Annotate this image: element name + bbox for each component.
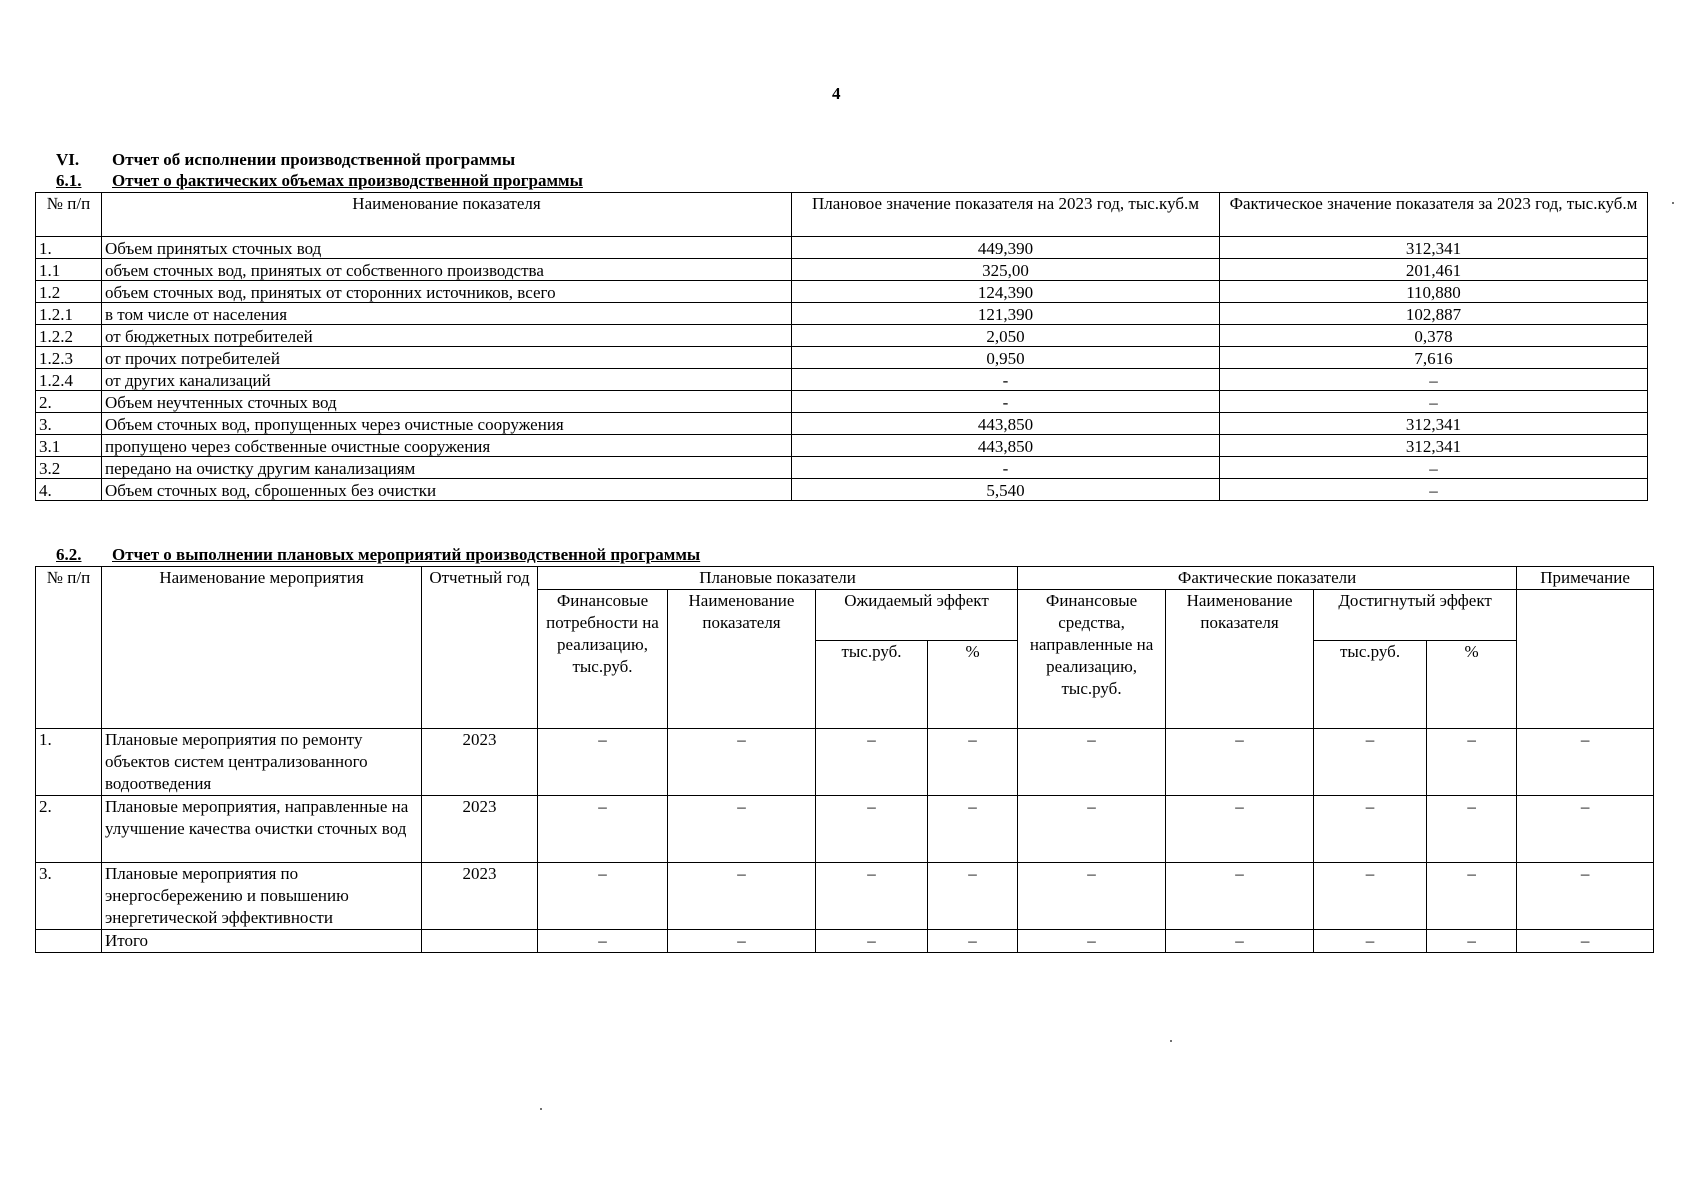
table-row	[36, 457, 1648, 479]
row-num: 3.	[36, 413, 102, 435]
header-plan-group: Плановые показатели	[538, 567, 1018, 590]
row-plan: -	[792, 369, 1220, 391]
row-cell: –	[1517, 729, 1654, 796]
row-fact: –	[1220, 369, 1648, 391]
table-row	[36, 863, 1654, 930]
row-cell: –	[816, 729, 928, 796]
row-cell: –	[1018, 796, 1166, 863]
row-num: 1.2.1	[36, 303, 102, 325]
page-number: 4	[832, 84, 841, 103]
table-header-row	[36, 193, 1648, 237]
row-name: передано на очистку другим канализациям	[102, 457, 792, 479]
header-plan: Плановое значение показателя на 2023 год, тыс.куб.м	[792, 193, 1220, 237]
row-plan: -	[792, 457, 1220, 479]
row-name: объем сточных вод, принятых от сторонних источников, всего	[102, 281, 792, 303]
row-cell: –	[538, 930, 668, 953]
row-num: 1.2.3	[36, 347, 102, 369]
table-row	[36, 369, 1648, 391]
row-name: Итого	[102, 930, 422, 953]
row-cell: –	[1314, 863, 1427, 930]
subsection-heading-1	[56, 171, 756, 191]
row-num: 1.1	[36, 259, 102, 281]
table-row	[36, 435, 1648, 457]
row-plan: 449,390	[792, 237, 1220, 259]
row-cell: –	[1166, 729, 1314, 796]
row-year: 2023	[422, 796, 538, 863]
subsection-title: Отчет о выполнении плановых мероприятий производственной программы	[112, 545, 701, 564]
scan-speck	[540, 1108, 542, 1110]
row-cell: –	[816, 796, 928, 863]
table-row	[36, 281, 1648, 303]
subsection-number: 6.1.	[56, 171, 82, 190]
header-fact-ind: Наименование показателя	[1166, 590, 1314, 729]
row-name: Объем сточных вод, пропущенных через очистные сооружения	[102, 413, 792, 435]
header-fact-fin: Финансовые средства, направленные на реализацию, тыс.руб.	[1018, 590, 1166, 729]
table-row	[36, 479, 1648, 501]
row-name: в том числе от населения	[102, 303, 792, 325]
header-num: № п/п	[36, 193, 102, 237]
row-cell: –	[928, 729, 1018, 796]
row-cell: –	[1517, 930, 1654, 953]
row-num: 3.2	[36, 457, 102, 479]
header-plan-rub: тыс.руб.	[816, 641, 928, 729]
row-fact: –	[1220, 479, 1648, 501]
table-row	[36, 391, 1648, 413]
row-plan: 0,950	[792, 347, 1220, 369]
row-num: 1.2.2	[36, 325, 102, 347]
row-fact: 110,880	[1220, 281, 1648, 303]
row-year	[422, 930, 538, 953]
row-plan: -	[792, 391, 1220, 413]
row-fact: 7,616	[1220, 347, 1648, 369]
row-cell: –	[1018, 863, 1166, 930]
row-fact: 0,378	[1220, 325, 1648, 347]
row-cell: –	[1314, 796, 1427, 863]
row-num: 1.2.4	[36, 369, 102, 391]
row-num	[36, 930, 102, 953]
row-cell: –	[668, 863, 816, 930]
subsection-heading-2	[56, 545, 816, 565]
header-name: Наименование показателя	[102, 193, 792, 237]
planned-measures-table	[35, 566, 1654, 953]
row-cell: –	[1427, 729, 1517, 796]
row-cell: –	[1166, 863, 1314, 930]
row-name: Объем принятых сточных вод	[102, 237, 792, 259]
header-num: № п/п	[36, 567, 102, 729]
row-cell: –	[1427, 930, 1517, 953]
row-cell: –	[1166, 796, 1314, 863]
row-cell: –	[1517, 863, 1654, 930]
header-fact-rub: тыс.руб.	[1314, 641, 1427, 729]
row-num: 1.2	[36, 281, 102, 303]
row-cell: –	[1427, 863, 1517, 930]
row-fact: 312,341	[1220, 413, 1648, 435]
row-name: объем сточных вод, принятых от собственного производства	[102, 259, 792, 281]
table-row-total	[36, 930, 1654, 953]
table-row	[36, 729, 1654, 796]
row-cell: –	[538, 729, 668, 796]
row-plan: 5,540	[792, 479, 1220, 501]
subsection-title: Отчет о фактических объемах производственной программы	[112, 171, 583, 190]
row-cell: –	[1314, 729, 1427, 796]
row-plan: 121,390	[792, 303, 1220, 325]
header-note-blank	[1517, 590, 1654, 729]
row-cell: –	[1517, 796, 1654, 863]
header-fact-pct: %	[1427, 641, 1517, 729]
row-fact: 102,887	[1220, 303, 1648, 325]
row-name: Плановые мероприятия по энергосбережению и повышению энергетической эффективности	[102, 863, 422, 930]
row-num: 3.	[36, 863, 102, 930]
row-plan: 443,850	[792, 413, 1220, 435]
row-plan: 325,00	[792, 259, 1220, 281]
table-row	[36, 796, 1654, 863]
row-name: от бюджетных потребителей	[102, 325, 792, 347]
table-row	[36, 347, 1648, 369]
header-plan-fin: Финансовые потребности на реализацию, тыс.руб.	[538, 590, 668, 729]
row-year: 2023	[422, 729, 538, 796]
scan-speck	[1672, 202, 1674, 204]
row-cell: –	[1018, 729, 1166, 796]
row-cell: –	[816, 930, 928, 953]
section-number: VI.	[56, 150, 80, 169]
row-num: 3.1	[36, 435, 102, 457]
row-plan: 124,390	[792, 281, 1220, 303]
row-cell: –	[668, 796, 816, 863]
row-cell: –	[928, 930, 1018, 953]
row-fact: –	[1220, 391, 1648, 413]
header-plan-pct: %	[928, 641, 1018, 729]
row-year: 2023	[422, 863, 538, 930]
row-plan: 2,050	[792, 325, 1220, 347]
row-cell: –	[928, 796, 1018, 863]
header-fact: Фактическое значение показателя за 2023 год, тыс.куб.м	[1220, 193, 1648, 237]
row-cell: –	[668, 930, 816, 953]
subsection-number: 6.2.	[56, 545, 82, 564]
row-num: 4.	[36, 479, 102, 501]
section-title: Отчет об исполнении производственной программы	[112, 150, 516, 169]
header-year: Отчетный год	[422, 567, 538, 729]
header-fact-group: Фактические показатели	[1018, 567, 1517, 590]
production-volumes-table	[35, 192, 1648, 501]
row-cell: –	[668, 729, 816, 796]
header-note: Примечание	[1517, 567, 1654, 590]
row-num: 1.	[36, 237, 102, 259]
header-row-1	[36, 567, 1654, 590]
row-name: Объем сточных вод, сброшенных без очистки	[102, 479, 792, 501]
row-fact: 312,341	[1220, 237, 1648, 259]
table-row	[36, 237, 1648, 259]
header-name: Наименование мероприятия	[102, 567, 422, 729]
table-row	[36, 413, 1648, 435]
row-cell: –	[538, 796, 668, 863]
header-fact-effect: Достигнутый эффект	[1314, 590, 1517, 641]
row-num: 2.	[36, 796, 102, 863]
row-name: от других канализаций	[102, 369, 792, 391]
row-num: 1.	[36, 729, 102, 796]
row-fact: 312,341	[1220, 435, 1648, 457]
scan-speck	[1170, 1040, 1172, 1042]
row-fact: –	[1220, 457, 1648, 479]
row-cell: –	[816, 863, 928, 930]
row-cell: –	[1427, 796, 1517, 863]
row-plan: 443,850	[792, 435, 1220, 457]
row-cell: –	[538, 863, 668, 930]
header-plan-effect: Ожидаемый эффект	[816, 590, 1018, 641]
row-name: пропущено через собственные очистные сооружения	[102, 435, 792, 457]
row-name: Плановые мероприятия, направленные на улучшение качества очистки сточных вод	[102, 796, 422, 863]
table-row	[36, 303, 1648, 325]
row-num: 2.	[36, 391, 102, 413]
table-row	[36, 325, 1648, 347]
row-name: Плановые мероприятия по ремонту объектов систем централизованного водоотведения	[102, 729, 422, 796]
row-fact: 201,461	[1220, 259, 1648, 281]
section-heading	[56, 150, 756, 170]
row-cell: –	[1018, 930, 1166, 953]
row-name: Объем неучтенных сточных вод	[102, 391, 792, 413]
row-cell: –	[1314, 930, 1427, 953]
row-cell: –	[1166, 930, 1314, 953]
header-plan-ind: Наименование показателя	[668, 590, 816, 729]
table-row	[36, 259, 1648, 281]
row-name: от прочих потребителей	[102, 347, 792, 369]
row-cell: –	[928, 863, 1018, 930]
